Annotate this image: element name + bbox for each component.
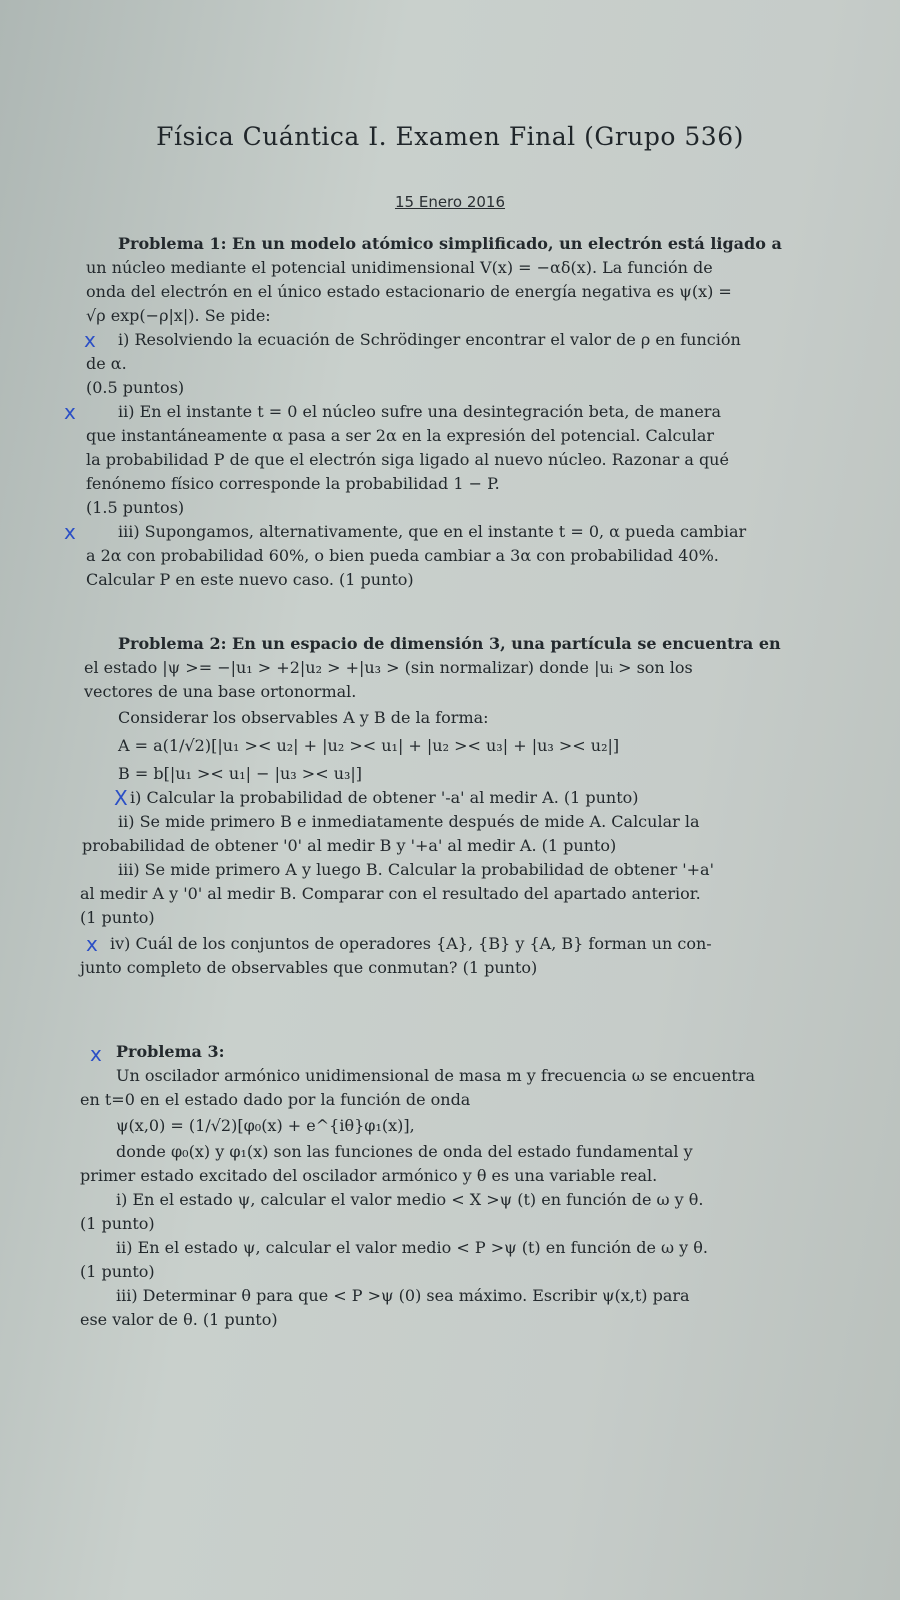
- p1-line-12: (1.5 puntos): [86, 498, 185, 517]
- p3-line-11: iii) Determinar θ para que < P >ψ (0) sea máximo. Escribir ψ(x,t) para: [116, 1286, 690, 1305]
- p3-line-2: Un oscilador armónico unidimensional de masa m y frecuencia ω se encuentra: [116, 1066, 756, 1085]
- p1-line-2: un núcleo mediante el potencial unidimensional V(x) = −αδ(x). La función de: [86, 258, 713, 277]
- p3-line-9: ii) En el estado ψ, calcular el valor medio < P >ψ (t) en función de ω y θ.: [116, 1238, 709, 1257]
- p3-line-1: Problema 3:: [116, 1042, 225, 1061]
- exam-title: Física Cuántica I. Examen Final (Grupo 536): [156, 122, 744, 151]
- p1-line-1: Problema 1: En un modelo atómico simplificado, un electrón está ligado a: [118, 234, 782, 253]
- p1-line-6: de α.: [86, 354, 127, 373]
- p1-line-13: iii) Supongamos, alternativamente, que en el instante t = 0, α pueda cambiar: [118, 522, 747, 541]
- p2-line-3: vectores de una base ortonormal.: [84, 682, 357, 701]
- p1-line-8: ii) En el instante t = 0 el núcleo sufre una desintegración beta, de manera: [118, 402, 721, 421]
- p1-line-10: la probabilidad P de que el electrón siga ligado al nuevo núcleo. Razonar a qué: [86, 450, 729, 469]
- p2-line-1: Problema 2: En un espacio de dimensión 3, una partícula se encuentra en: [118, 634, 781, 653]
- exam-date: 15 Enero 2016: [394, 193, 506, 211]
- p2-line-12: (1 punto): [80, 908, 155, 927]
- p1-line-15: Calcular P en este nuevo caso. (1 punto): [86, 570, 414, 589]
- p2-line-9: probabilidad de obtener '0' al medir B y '+a' al medir A. (1 punto): [82, 836, 617, 855]
- p3-line-5: donde φ₀(x) y φ₁(x) son las funciones de onda del estado fundamental y: [116, 1142, 693, 1161]
- p1-line-7: (0.5 puntos): [86, 378, 185, 397]
- p1-line-9: que instantáneamente α pasa a ser 2α en la expresión del potencial. Calcular: [86, 426, 715, 445]
- p3-line-3: en t=0 en el estado dado por la función de onda: [80, 1090, 471, 1109]
- p1-line-11: fenónemo físico corresponde la probabilidad 1 − P.: [86, 474, 500, 493]
- p2-line-13: iv) Cuál de los conjuntos de operadores {A}, {B} y {A, B} forman un con-: [110, 934, 712, 953]
- p1-line-4: √ρ exp(−ρ|x|). Se pide:: [86, 306, 271, 325]
- p2-line-2: el estado |ψ >= −|u₁ > +2|u₂ > +|u₃ > (sin normalizar) donde |uᵢ > son los: [84, 658, 693, 677]
- pen-check-mark: x: [64, 520, 76, 544]
- p2-line-8: ii) Se mide primero B e inmediatamente después de mide A. Calcular la: [118, 812, 700, 831]
- p3-line-7: i) En el estado ψ, calcular el valor medio < X >ψ (t) en función de ω y θ.: [116, 1190, 704, 1209]
- p2-line-14: junto completo de observables que conmutan? (1 punto): [80, 958, 538, 977]
- pen-check-mark: x: [84, 328, 96, 352]
- p3-line-10: (1 punto): [80, 1262, 155, 1281]
- p2-line-6: B = b[|u₁ >< u₁| − |u₃ >< u₃|]: [118, 764, 363, 783]
- pen-check-mark: x: [86, 932, 98, 956]
- p3-line-12: ese valor de θ. (1 punto): [80, 1310, 278, 1329]
- p2-line-4: Considerar los observables A y B de la forma:: [118, 708, 489, 727]
- p2-line-5: A = a(1/√2)[|u₁ >< u₂| + |u₂ >< u₁| + |u₂ >< u₃| + |u₃ >< u₂|]: [118, 736, 620, 755]
- p3-line-6: primer estado excitado del oscilador armónico y θ es una variable real.: [80, 1166, 658, 1185]
- p3-line-4: ψ(x,0) = (1/√2)[φ₀(x) + e^{iθ}φ₁(x)],: [116, 1116, 415, 1135]
- p2-line-11: al medir A y '0' al medir B. Comparar con el resultado del apartado anterior.: [80, 884, 701, 903]
- p3-line-8: (1 punto): [80, 1214, 155, 1233]
- p1-line-14: a 2α con probabilidad 60%, o bien pueda cambiar a 3α con probabilidad 40%.: [86, 546, 719, 565]
- p1-line-3: onda del electrón en el único estado estacionario de energía negativa es ψ(x) =: [86, 282, 732, 301]
- pen-check-mark: X: [114, 786, 128, 810]
- p2-line-7: i) Calcular la probabilidad de obtener '-a' al medir A. (1 punto): [130, 788, 639, 807]
- pen-check-mark: x: [90, 1042, 102, 1066]
- pen-check-mark: x: [64, 400, 76, 424]
- p1-line-5: i) Resolviendo la ecuación de Schrödinger encontrar el valor de ρ en función: [118, 330, 741, 349]
- p2-line-10: iii) Se mide primero A y luego B. Calcular la probabilidad de obtener '+a': [118, 860, 714, 879]
